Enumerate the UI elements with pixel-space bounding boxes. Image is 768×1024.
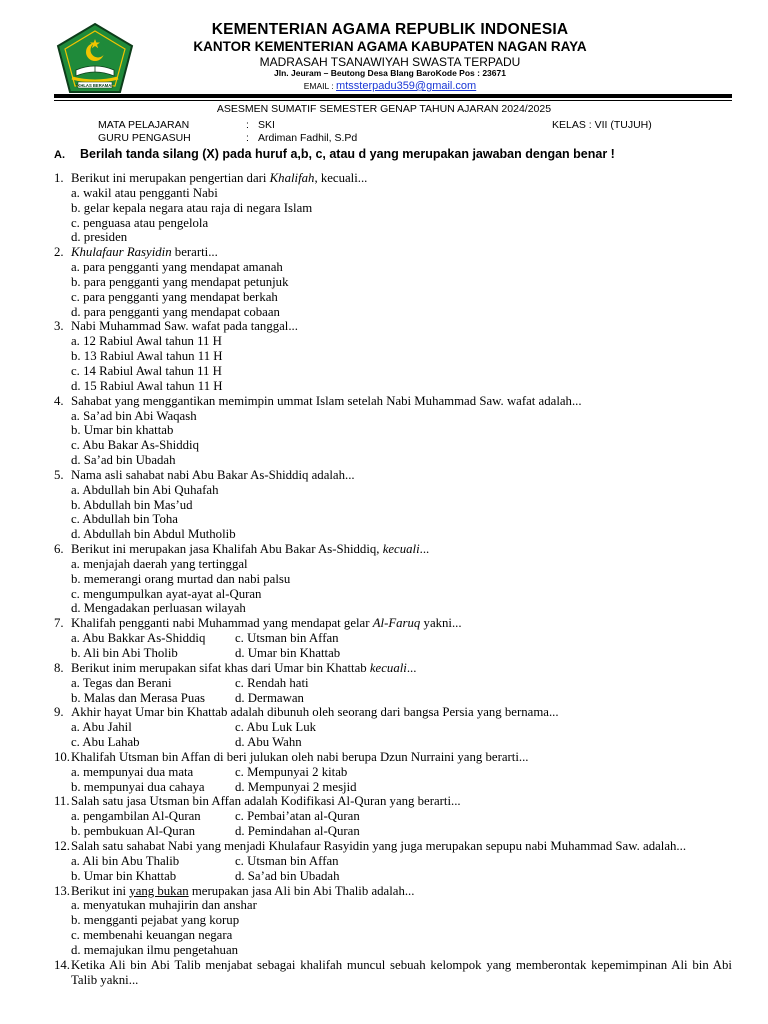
answer-option: b. pembukuan Al-Quran [71, 824, 196, 839]
header-divider-thin [54, 100, 732, 101]
question-stem [54, 245, 732, 260]
question-stem [54, 750, 732, 765]
question-underline: yang bukan [129, 883, 189, 898]
question-number: 11. [54, 794, 70, 809]
question-stem [54, 319, 732, 334]
subject-label: MATA PELAJARAN [98, 119, 190, 131]
answer-option: d. Mengadakan perluasan wilayah [71, 601, 246, 616]
teacher-separator: : [246, 132, 249, 144]
answer-option: b. para pengganti yang mendapat petunjuk [71, 274, 289, 289]
answer-option: a. Abdullah bin Abi Quhafah [71, 482, 219, 497]
answer-option-row [71, 631, 732, 646]
answer-option-row [71, 691, 732, 706]
question-text: Nabi Muhammad Saw. wafat pada tanggal... [71, 319, 298, 334]
answer-options [54, 557, 732, 616]
question-number: 3. [54, 319, 64, 334]
answer-option: d. Mempunyai 2 mesjid [235, 779, 357, 794]
question-emphasis: kecuali [369, 660, 407, 675]
question-number: 12. [54, 838, 70, 853]
question-text: Khulafaur Rasyidin berarti... [71, 245, 218, 260]
answer-option-row [71, 676, 732, 691]
answer-option: c. para pengganti yang mendapat berkah [71, 289, 278, 304]
answer-options [54, 765, 732, 795]
answer-option: b. Abdullah bin Mas’ud [71, 497, 193, 512]
answer-option: c. Mempunyai 2 kitab [235, 764, 348, 779]
question-stem [54, 542, 732, 557]
question-stem [54, 884, 732, 899]
question-number: 1. [54, 171, 64, 185]
answer-option: b. memerangi orang murtad dan nabi palsu [71, 571, 291, 586]
answer-option: b. gelar kepala negara atau raja di negara Islam [71, 200, 313, 215]
header-divider-thick [54, 94, 732, 98]
kemenag-logo-icon [54, 22, 136, 94]
answer-option: b. Ali bin Abi Tholib [71, 646, 178, 660]
question-number: 2. [54, 245, 64, 260]
answer-option: d. para pengganti yang mendapat cobaan [71, 304, 280, 319]
answer-option: b. mempunyai dua cahaya [71, 779, 205, 794]
question-text: Berikut ini yang bukan merupakan jasa Ali bin Abi Thalib adalah... [71, 883, 415, 898]
answer-option-row [71, 809, 732, 824]
answer-option: d. Umar bin Khattab [235, 646, 341, 660]
question-text: Salah satu sahabat Nabi yang menjadi Khulafaur Rasyidin yang juga merupakan sepupu nabi Muhammad Saw. adalah... [71, 838, 687, 853]
answer-options [54, 260, 732, 319]
teacher-value: Ardiman Fadhil, S.Pd [258, 132, 358, 144]
answer-option: a. Abu Jahil [71, 720, 132, 735]
answer-option: c. Abu Bakar As-Shiddiq [71, 438, 199, 453]
subject-value: SKI [258, 119, 275, 131]
answer-options [54, 809, 732, 839]
svg-text:IKHLAS BERAMAL: IKHLAS BERAMAL [76, 82, 114, 88]
email-link[interactable]: mtssterpadu359@gmail.com [336, 80, 477, 92]
answer-options [54, 334, 732, 393]
question-text: Berikut inim merupakan sifat khas dari Umar bin Khattab kecuali... [71, 660, 417, 675]
question-stem [54, 958, 732, 988]
email-label: EMAIL : [303, 81, 337, 91]
question-item [54, 171, 732, 245]
question-text: Ketika Ali bin Abi Talib menjabat sebagai khalifah muncul sebuah kelompok yang memberontak kepemimpinan Ali bin Abi Talib yakni... [71, 957, 732, 987]
question-item [54, 958, 732, 988]
question-stem [54, 171, 732, 186]
office-name: KANTOR KEMENTERIAN AGAMA KABUPATEN NAGAN RAYA [193, 39, 587, 54]
question-emphasis: Khulafaur Rasyidin [71, 245, 172, 260]
answer-option: c. Abu Lahab [71, 735, 140, 750]
answer-option: a. pengambilan Al-Quran [71, 809, 201, 824]
answer-option: c. Abu Luk Luk [235, 720, 317, 735]
answer-option-row [71, 646, 732, 661]
question-stem [54, 839, 732, 854]
question-number: 5. [54, 467, 64, 482]
question-stem [54, 468, 732, 483]
question-number: 4. [54, 393, 64, 408]
section-label: A. [54, 149, 65, 161]
answer-option: a. Tegas dan Berani [71, 675, 172, 690]
answer-option-row [71, 720, 732, 735]
question-number: 8. [54, 660, 64, 675]
question-text: Sahabat yang menggantikan memimpin ummat Islam setelah Nabi Muhammad Saw. wafat adalah... [71, 393, 582, 408]
school-address: Jln. Jeuram – Beutong Desa Blang BaroKode Pos : 23671 [274, 68, 506, 78]
question-item [54, 468, 732, 542]
answer-options [54, 631, 732, 661]
answer-option: c. membenahi keuangan negara [71, 928, 233, 943]
answer-option: d. Dermawan [235, 690, 304, 705]
answer-option-row [71, 735, 732, 750]
answer-option: a. 12 Rabiul Awal tahun 11 H [71, 334, 222, 349]
question-item [54, 839, 732, 884]
teacher-label: GURU PENGASUH [98, 132, 191, 144]
school-email-line [150, 80, 630, 92]
answer-option: d. presiden [71, 230, 128, 245]
question-item [54, 661, 732, 706]
question-item [54, 750, 732, 795]
answer-options [54, 898, 732, 957]
question-number: 14. [54, 957, 70, 972]
question-item [54, 394, 732, 468]
answer-option: d. memajukan ilmu pengetahuan [71, 942, 239, 957]
answer-option: b. Malas dan Merasa Puas [71, 690, 205, 705]
answer-options [54, 409, 732, 468]
exam-title: ASESMEN SUMATIF SEMESTER GENAP TAHUN AJARAN 2024/2025 [216, 103, 552, 115]
answer-options [54, 854, 732, 884]
question-item [54, 616, 732, 661]
answer-option: c. penguasa atau pengelola [71, 215, 209, 230]
question-item [54, 884, 732, 958]
answer-option: b. 13 Rabiul Awal tahun 11 H [71, 349, 223, 364]
answer-option: c. Rendah hati [235, 675, 309, 690]
answer-option: d. Pemindahan al-Quran [235, 824, 360, 839]
question-text: Berikut ini merupakan pengertian dari Khalifah, kecuali... [71, 171, 368, 185]
answer-option-row [71, 824, 732, 839]
question-stem [54, 661, 732, 676]
answer-option-row [71, 765, 732, 780]
instruction-text: Berilah tanda silang (X) pada huruf a,b, c, atau d yang merupakan jawaban dengan benar ! [80, 147, 615, 161]
answer-option: c. mengumpulkan ayat-ayat al-Quran [71, 586, 262, 601]
answer-option: c. Pembai’atan al-Quran [235, 809, 360, 824]
question-stem [54, 705, 732, 720]
question-stem [54, 794, 732, 809]
answer-options [54, 720, 732, 750]
answer-option-row [71, 869, 732, 884]
question-text: Khalifah Utsman bin Affan di beri julukan oleh nabi berupa Dzun Nurraini yang berarti... [71, 749, 529, 764]
question-number: 6. [54, 542, 64, 557]
letterhead [0, 0, 768, 100]
question-emphasis: Al-Faruq [372, 616, 421, 631]
answer-option: a. Abu Bakkar As-Shiddiq [71, 631, 206, 646]
question-number: 9. [54, 705, 64, 720]
subject-separator: : [246, 119, 249, 131]
answer-option: a. menjajah daerah yang tertinggal [71, 556, 248, 571]
question-item [54, 542, 732, 616]
answer-option: c. Abdullah bin Toha [71, 512, 178, 527]
answer-options [54, 186, 732, 245]
answer-options [54, 483, 732, 542]
question-text: Nama asli sahabat nabi Abu Bakar As-Shiddiq adalah... [71, 467, 355, 482]
question-number: 7. [54, 616, 64, 631]
question-number: 13. [54, 883, 70, 898]
answer-option: c. 14 Rabiul Awal tahun 11 H [71, 363, 222, 378]
answer-option: a. Sa’ad bin Abi Waqash [71, 408, 197, 423]
question-text: Khalifah pengganti nabi Muhammad yang mendapat gelar Al-Faruq yakni... [71, 616, 462, 631]
answer-option: c. Utsman bin Affan [235, 631, 339, 646]
answer-option: c. Utsman bin Affan [235, 853, 339, 868]
question-item [54, 245, 732, 319]
answer-option: a. wakil atau pengganti Nabi [71, 185, 218, 200]
question-list [54, 171, 732, 987]
answer-option: a. para pengganti yang mendapat amanah [71, 260, 283, 275]
question-emphasis: Khalifah [269, 171, 315, 185]
answer-option: b. Umar bin khattab [71, 423, 174, 438]
question-number: 10. [54, 749, 70, 764]
question-text: Berikut ini merupakan jasa Khalifah Abu Bakar As-Shiddiq, kecuali... [71, 542, 430, 557]
answer-option: b. mengganti pejabat yang korup [71, 913, 240, 928]
question-stem [54, 394, 732, 409]
ministry-name: KEMENTERIAN AGAMA REPUBLIK INDONESIA [211, 21, 569, 38]
answer-option: a. mempunyai dua mata [71, 764, 194, 779]
answer-option: d. Abdullah bin Abdul Mutholib [71, 527, 236, 542]
question-text: Akhir hayat Umar bin Khattab adalah dibunuh oleh seorang dari bangsa Persia yang bernama... [71, 705, 559, 720]
section-instruction [54, 147, 615, 161]
answer-option: b. Umar bin Khattab [71, 868, 177, 883]
answer-options [54, 676, 732, 706]
class-info: KELAS : VII (TUJUH) [552, 119, 652, 131]
question-emphasis: kecuali [382, 542, 420, 557]
question-text: Salah satu jasa Utsman bin Affan adalah Kodifikasi Al-Quran yang berarti... [71, 794, 461, 809]
question-item [54, 794, 732, 839]
answer-option-row [71, 854, 732, 869]
school-name: MADRASAH TSANAWIYAH SWASTA TERPADU [259, 55, 521, 69]
answer-option: d. Sa’ad bin Ubadah [71, 453, 176, 468]
question-stem [54, 616, 732, 631]
answer-option-row [71, 780, 732, 795]
question-item [54, 705, 732, 750]
answer-option: a. Ali bin Abu Thalib [71, 853, 180, 868]
answer-option: d. Abu Wahn [235, 735, 302, 750]
answer-option: d. 15 Rabiul Awal tahun 11 H [71, 378, 223, 393]
question-item [54, 319, 732, 393]
answer-option: d. Sa’ad bin Ubadah [235, 868, 340, 883]
answer-option: a. menyatukan muhajirin dan anshar [71, 898, 257, 913]
